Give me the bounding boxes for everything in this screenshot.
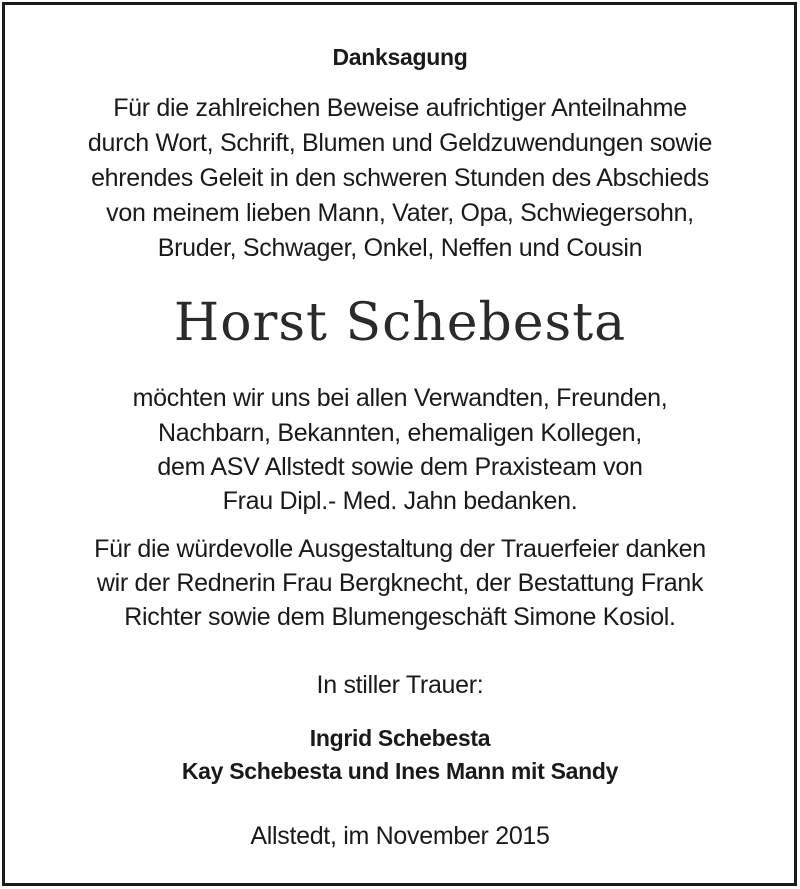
intro-line: ehrendes Geleit in den schweren Stunden des Abschieds [91,164,709,192]
thanks-line: Frau Dipl.- Med. Jahn bedanken. [222,487,578,515]
funeral-thanks-line: Richter sowie dem Blumengeschäft Simone Kosiol. [124,603,676,631]
intro-line: von meinem lieben Mann, Vater, Opa, Schwiegersohn, [106,199,694,227]
intro-line: Für die zahlreichen Beweise aufrichtiger Anteilnahme [113,94,687,122]
mourner-name: Ingrid Schebesta [309,725,491,751]
intro-line: Bruder, Schwager, Onkel, Neffen und Cousin [157,234,643,262]
thanks-line: dem ASV Allstedt sowie dem Praxisteam von [157,453,643,481]
deceased-name: Horst Schebesta [173,293,627,353]
thanks-line: möchten wir uns bei allen Verwandten, Freunden, [132,384,668,412]
funeral-thanks-line: Für die würdevolle Ausgestaltung der Trauerfeier danken [94,535,706,563]
mourning-line: In stiller Trauer: [316,671,484,699]
mourner-name: Kay Schebesta und Ines Mann mit Sandy [181,758,619,784]
thanks-line: Nachbarn, Bekannten, ehemaligen Kollegen, [158,419,642,447]
place-date: Allstedt, im November 2015 [250,822,550,850]
intro-line: durch Wort, Schrift, Blumen und Geldzuwendungen sowie [87,129,713,157]
funeral-thanks-line: wir der Rednerin Frau Bergknecht, der Bestattung Frank [96,569,704,597]
heading: Danksagung [332,44,468,70]
